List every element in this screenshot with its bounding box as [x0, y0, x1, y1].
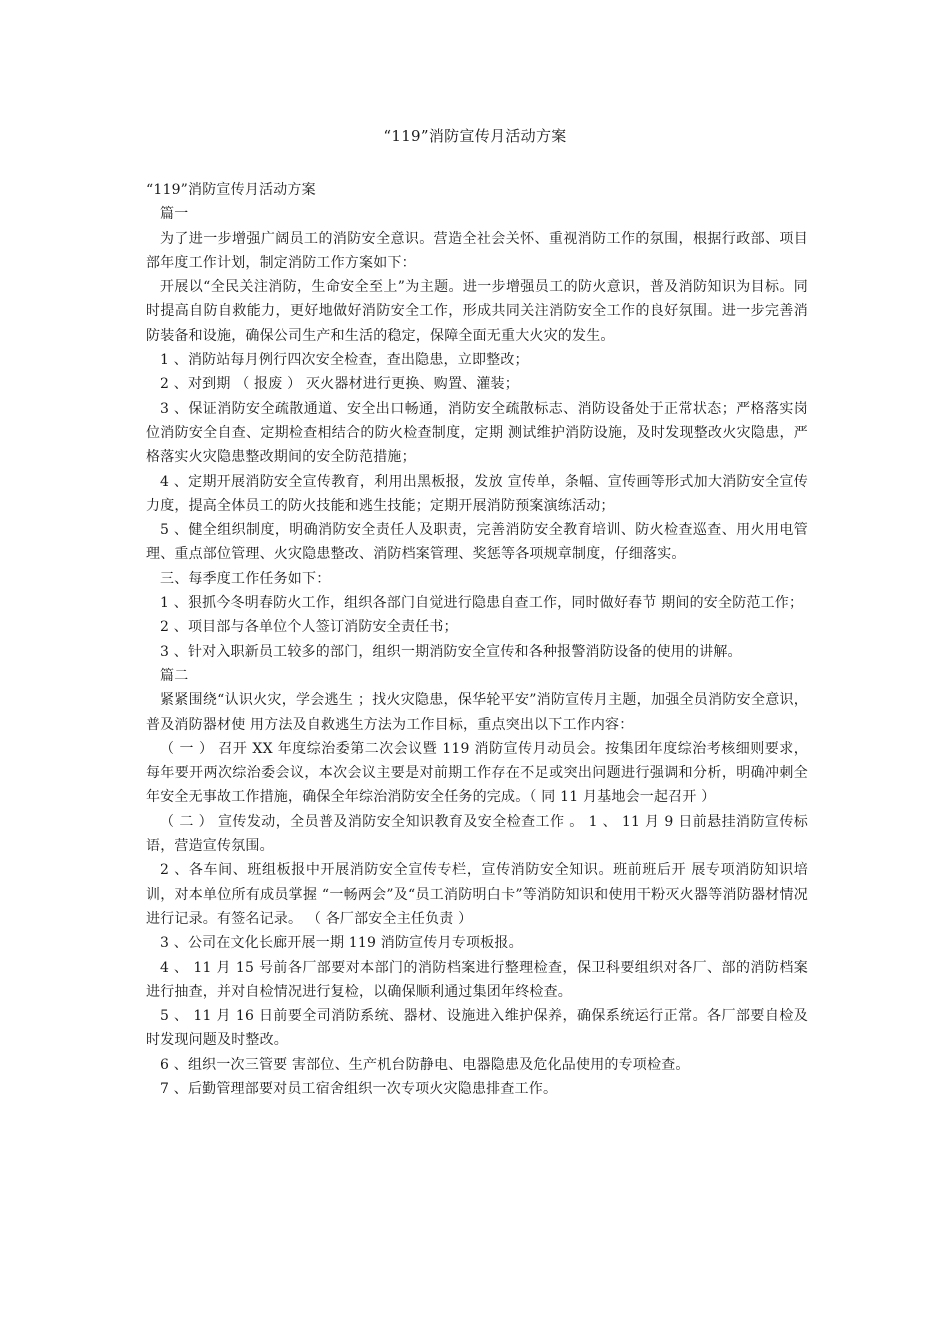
list-item: 7 、后勤管理部要对员工宿舍组织一次专项火灾隐患排查工作。 [160, 1080, 558, 1097]
list-item: 5 、健全组织制度，明确消防安全责任人及职责，完善消防安全教育培训、防火检查巡查、用火用电管理、重点部位管理、火灾隐患整改、消防档案管理、奖惩等各项规章制度，仔细落实。 [146, 522, 808, 563]
list-item: （ 一 ） 召开 XX 年度综治委第二次会议暨 119 消防宣传月动员会。按集团年度综治考核细则要求，每年要开两次综治委会议，本次会议主要是对前期工作存在不足或突出问题进行强调和分析，明确冲刺全年安全无事故工作措施，确保全年综治消防安全任务的完成。（ 同 11 月基地会一起召开 ） [146, 740, 808, 806]
list-item: 2 、各车间、班组板报中开展消防安全宣传专栏，宣传消防安全知识。班前班后开 展专项消防知识培训，对本单位所有成员掌握 “一畅两会”及“员工消防明白卡”等消防知识和使用干粉灭火器等消防器材情况进行记录。有签名记录。 （ 各厂部安全主任负责 ） [146, 862, 808, 927]
paragraph: 为了进一步增强广阔员工的消防安全意识。营造全社会关怀、重视消防工作的氛围，根据行政部、项目部年度工作计划，制定消防工作方案如下： [146, 230, 808, 271]
list-item: 1 、狠抓今冬明春防火工作，组织各部门自觉进行隐患自查工作，同时做好春节 期间的安全防范工作； [160, 595, 804, 612]
list-item: 2 、项目部与各单位个人签订消防安全责任书； [160, 619, 458, 636]
list-item: 2 、对到期 （ 报废 ） 灭火器材进行更换、购置、灌装； [160, 376, 519, 393]
paragraph: 紧紧围绕“认识火灾，学会逃生 ；找火灾隐患，保华轮平安”消防宣传月主题，加强全员消防安全意识，普及消防器材使 用方法及自救逃生方法为工作目标，重点突出以下工作内容： [146, 692, 808, 733]
list-item: （ 二 ） 宣传发动，全员普及消防安全知识教育及安全检查工作 。 1 、 11 月 9 日前悬挂消防宣传标语，营造宣传氛围。 [146, 813, 808, 855]
list-item: 3 、公司在文化长廊开展一期 119 消防宣传月专项板报。 [160, 935, 523, 952]
section-heading-part-one: 篇一 [160, 206, 189, 223]
list-item: 4 、定期开展消防安全宣传教育，利用出黑板报，发放 宣传单，条幅、宣传画等形式加大消防安全宣传力度，提高全体员工的防火技能和逃生技能；定期开展消防预案演练活动； [146, 473, 808, 514]
list-item: 4 、 11 月 15 号前各厂部要对本部门的消防档案进行整理检查，保卫科要组织对各厂、部的消防档案进行抽查，并对自检情况进行复检，以确保顺利通过集团年终检查。 [146, 959, 808, 1000]
document-title: “119”消防宣传月活动方案 [383, 127, 567, 145]
list-item: 1 、消防站每月例行四次安全检查，查出隐患，立即整改； [160, 352, 529, 369]
paragraph: 开展以“全民关注消防，生命安全至上”为主题。进一步增强员工的防火意识，普及消防知识为目标。同时提高自防自救能力，更好地做好消防安全工作，形成共同关注消防安全工作的良好氛围。进一步完善消防装备和设施，确保公司生产和生活的稳定，保障全面无重大火灾的发生。 [146, 279, 808, 344]
list-item: 5 、 11 月 16 日前要全司消防系统、器材、设施进入维护保养，确保系统运行正常。各厂部要自检及时发现问题及时整改。 [146, 1008, 808, 1049]
list-item: 6 、组织一次三管要 害部位、生产机台防静电、电器隐患及危化品使用的专项检查。 [160, 1056, 690, 1073]
document-body [146, 178, 808, 1101]
doc-subtitle: “119”消防宣传月活动方案 [146, 182, 316, 198]
section-heading-quarterly: 三、每季度工作任务如下： [160, 570, 331, 587]
list-item: 3 、针对入职新员工较多的部门，组织一期消防安全宣传和各种报警消防设备的使用的讲解。 [160, 643, 742, 660]
list-item: 3 、保证消防安全疏散通道、安全出口畅通，消防安全疏散标志、消防设备处于正常状态；严格落实岗位消防安全自查、定期检查相结合的防火检查制度，定期 测试维护消防设施，及时发现整改火灾隐患，严格落实火灾隐患整改期间的安全防范措施； [146, 400, 808, 466]
section-heading-part-two: 篇二 [160, 667, 189, 684]
